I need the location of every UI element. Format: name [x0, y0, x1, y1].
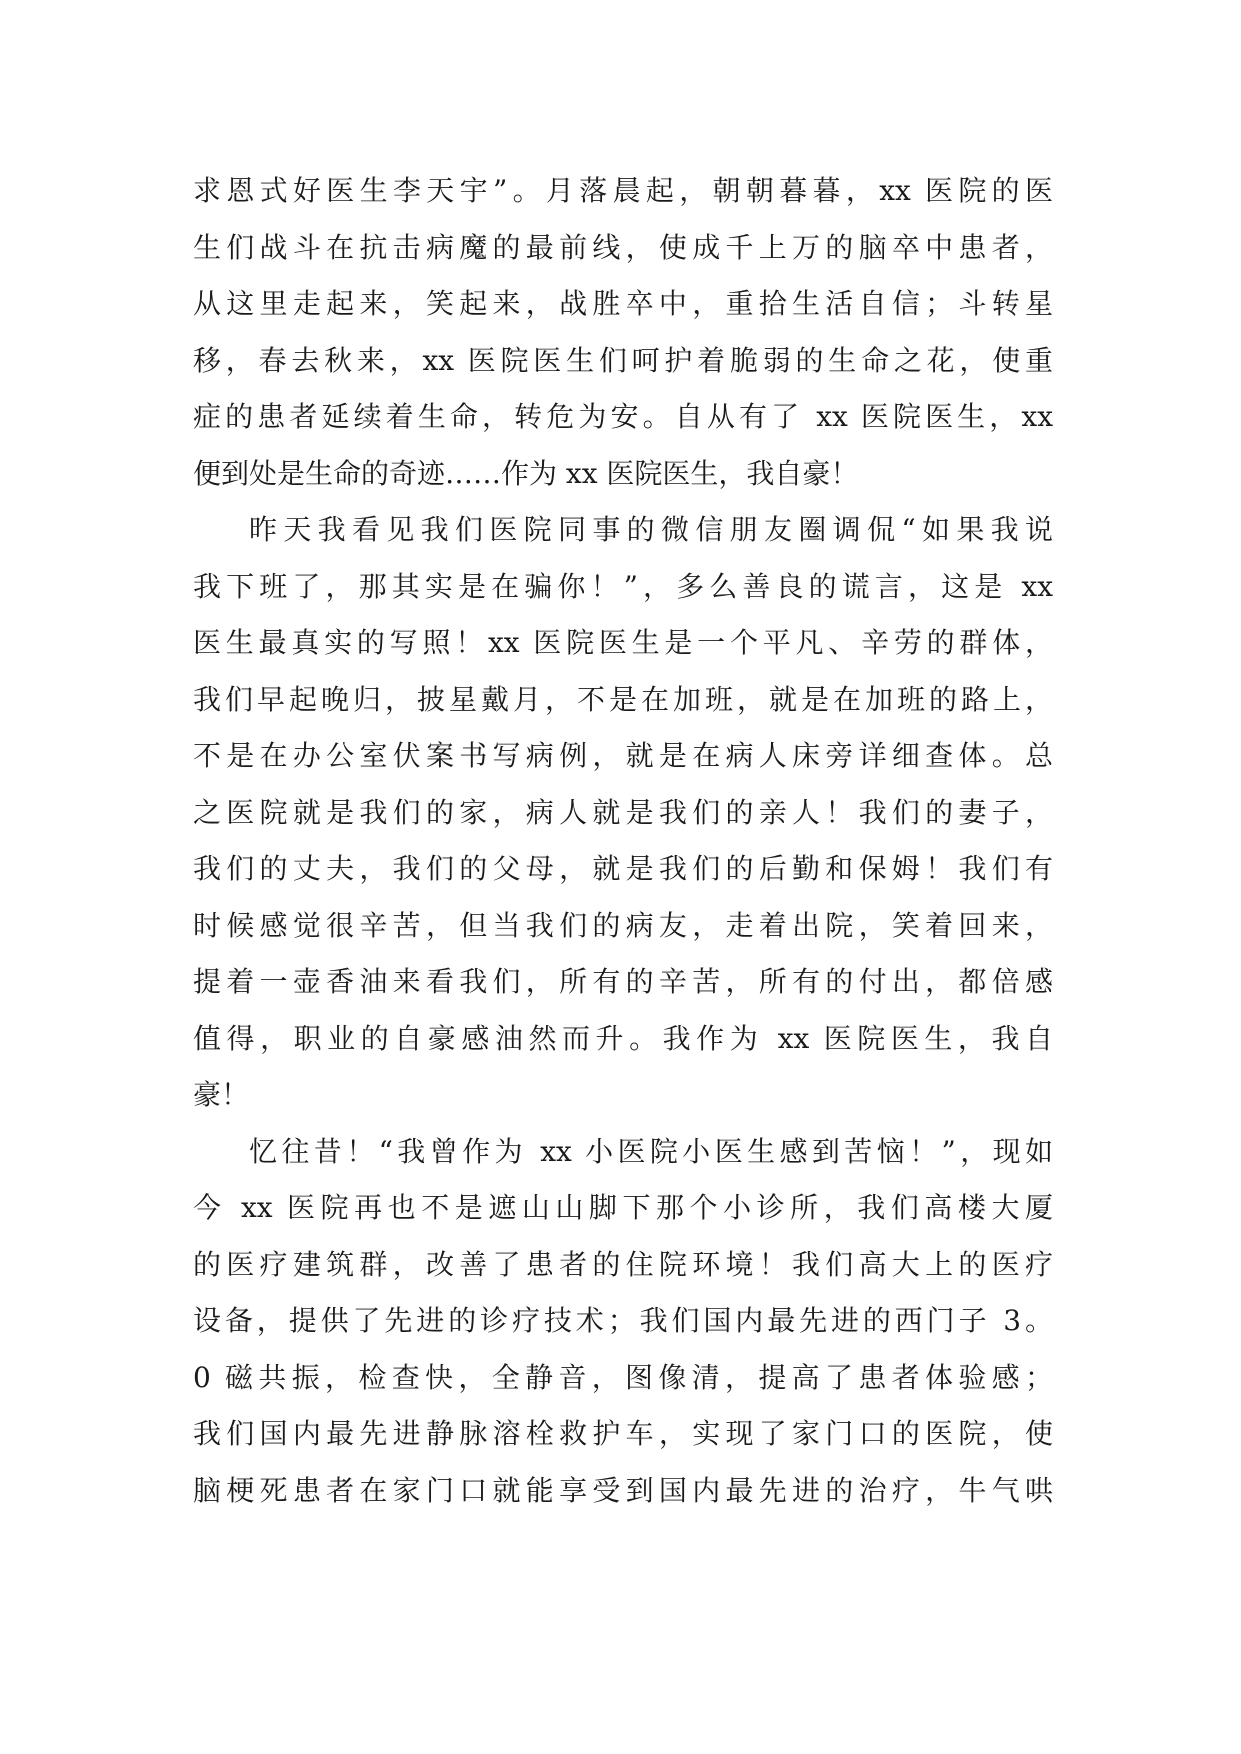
text-line: 求恩式好医生李天宇”。月落晨起，朝朝暮暮，xx 医院的医 — [193, 174, 1053, 207]
text-line: 我们早起晚归，披星戴月，不是在加班，就是在加班的路上， — [193, 682, 1053, 716]
text-line: 提着一壶香油来看我们，所有的辛苦，所有的付出，都倍感 — [193, 965, 1053, 998]
text-line: 时候感觉很辛苦，但当我们的病友，走着出院，笑着回来， — [193, 908, 1053, 942]
text-line: 症的患者延续着生命，转危为安。自从有了 xx 医院医生，xx — [193, 400, 1053, 433]
text-line: 忆往昔！“我曾作为 xx 小医院小医生感到苦恼！”，现如 — [249, 1134, 1053, 1168]
text-line: 值得，职业的自豪感油然而升。我作为 xx 医院医生，我自 — [193, 1021, 1053, 1055]
body-text — [193, 163, 1053, 1519]
text-line: 豪！ — [193, 1078, 250, 1111]
text-line: 0 磁共振，检查快，全静音，图像清，提高了患者体验感； — [193, 1360, 1053, 1394]
text-line: 便到处是生命的奇迹……作为 xx 医院医生，我自豪！ — [193, 456, 859, 490]
text-line: 的医疗建筑群，改善了患者的住院环境！我们高大上的医疗 — [193, 1247, 1053, 1281]
text-line: 我们国内最先进静脉溶栓救护车，实现了家门口的医院，使 — [193, 1417, 1053, 1450]
text-line: 今 xx 医院再也不是遮山山脚下那个小诊所，我们高楼大厦 — [193, 1191, 1053, 1224]
text-line: 医生最真实的写照！xx 医院医生是一个平凡、辛劳的群体， — [193, 626, 1053, 659]
text-line: 设备，提供了先进的诊疗技术；我们国内最先进的西门子 3。 — [193, 1304, 1053, 1337]
text-line: 不是在办公室伏案书写病例，就是在病人床旁详细查体。总 — [193, 739, 1053, 772]
text-line: 之医院就是我们的家，病人就是我们的亲人！我们的妻子， — [193, 795, 1053, 829]
text-line: 生们战斗在抗击病魔的最前线，使成千上万的脑卒中患者， — [193, 230, 1053, 264]
text-line: 从这里走起来，笑起来，战胜卒中，重拾生活自信；斗转星 — [193, 287, 1053, 320]
text-line: 昨天我看见我们医院同事的微信朋友圈调侃“如果我说 — [249, 513, 1053, 546]
text-line: 我们的丈夫，我们的父母，就是我们的后勤和保姆！我们有 — [193, 852, 1053, 885]
text-line: 我下班了，那其实是在骗你！”，多么善良的谎言，这是 xx — [193, 569, 1053, 603]
text-line: 脑梗死患者在家门口就能享受到国内最先进的治疗，牛气哄 — [193, 1473, 1053, 1507]
text-line: 移，春去秋来，xx 医院医生们呵护着脆弱的生命之花，使重 — [193, 343, 1053, 377]
